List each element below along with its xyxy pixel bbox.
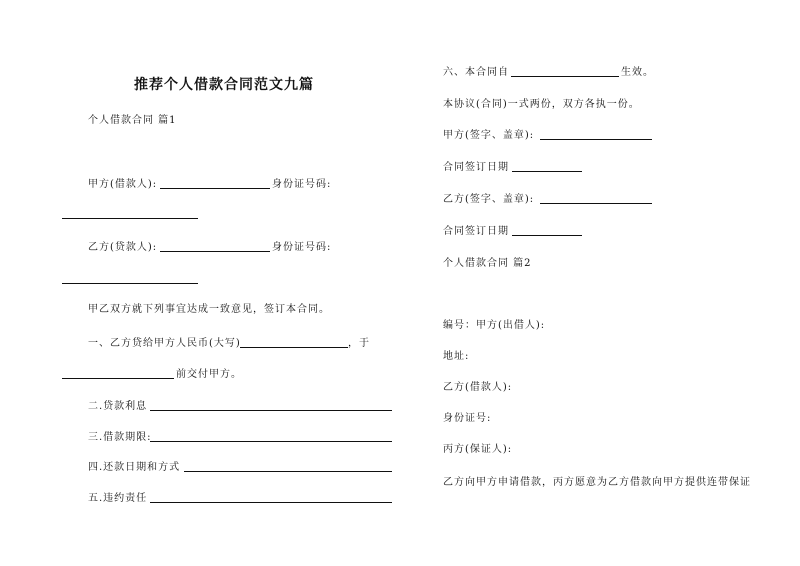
- party-a-signature-label: 甲方(签字、盖章):: [443, 130, 535, 141]
- party-a-id-blank: [62, 218, 198, 219]
- party-b-signature-blank: [540, 203, 652, 204]
- clause4-blank: [184, 471, 392, 472]
- party-c-guarantor-label: 丙方(保证人):: [443, 444, 513, 455]
- clause1-date-blank: [62, 378, 174, 379]
- number-lender-line: 编号：甲方(出借人):: [443, 320, 546, 331]
- party-a-name-blank: [160, 188, 270, 189]
- clause1-line2: 前交付甲方。: [176, 369, 242, 380]
- clause4-label: 四.还款日期和方式: [88, 462, 181, 473]
- sign-date-1-label: 合同签订日期: [443, 162, 509, 173]
- sign-date-2-label: 合同签订日期: [443, 226, 509, 237]
- copies-line: 本协议(合同)一式两份，双方各执一份。: [443, 99, 640, 110]
- party-b-borrower-label: 乙方(借款人):: [443, 382, 513, 393]
- guarantee-line: 乙方向甲方申请借款，丙方愿意为乙方借款向甲方提供连带保证: [443, 477, 751, 488]
- clause6-date-blank: [511, 76, 619, 77]
- address-label: 地址:: [443, 351, 470, 362]
- clause5-label: 五.违约责任: [88, 493, 148, 504]
- id-number-label: 身份证号:: [443, 413, 492, 424]
- party-b-label: 乙方(贷款人):: [88, 242, 158, 253]
- clause3-label: 三.借款期限:: [88, 432, 152, 443]
- clause2-blank: [150, 410, 392, 411]
- party-b-signature-label: 乙方(签字、盖章):: [443, 194, 535, 205]
- party-a-id-label: 身份证号码:: [272, 179, 332, 190]
- clause1-amount-blank: [240, 347, 348, 348]
- clause2-label: 二.贷款利息: [88, 401, 148, 412]
- contract2-heading: 个人借款合同 篇2: [443, 258, 532, 269]
- clause3-blank: [150, 441, 392, 442]
- clause5-blank: [150, 502, 392, 503]
- document-title: 推荐个人借款合同范文九篇: [134, 77, 314, 93]
- party-b-name-blank: [160, 251, 270, 252]
- party-a-label: 甲方(借款人):: [88, 179, 158, 190]
- party-b-id-label: 身份证号码:: [272, 242, 332, 253]
- clause6-suffix: 生效。: [621, 67, 654, 78]
- clause6-prefix: 六、本合同自: [443, 67, 509, 78]
- sign-date-1-blank: [512, 171, 582, 172]
- party-a-signature-blank: [540, 139, 652, 140]
- clause1-suffix: ，于: [348, 338, 370, 349]
- clause1-prefix: 一、乙方贷给甲方人民币(大写): [88, 338, 241, 349]
- contract1-heading: 个人借款合同 篇1: [88, 115, 177, 126]
- sign-date-2-blank: [512, 235, 582, 236]
- party-b-id-blank: [62, 283, 198, 284]
- agreement-line: 甲乙双方就下列事宜达成一致意见，签订本合同。: [88, 304, 330, 315]
